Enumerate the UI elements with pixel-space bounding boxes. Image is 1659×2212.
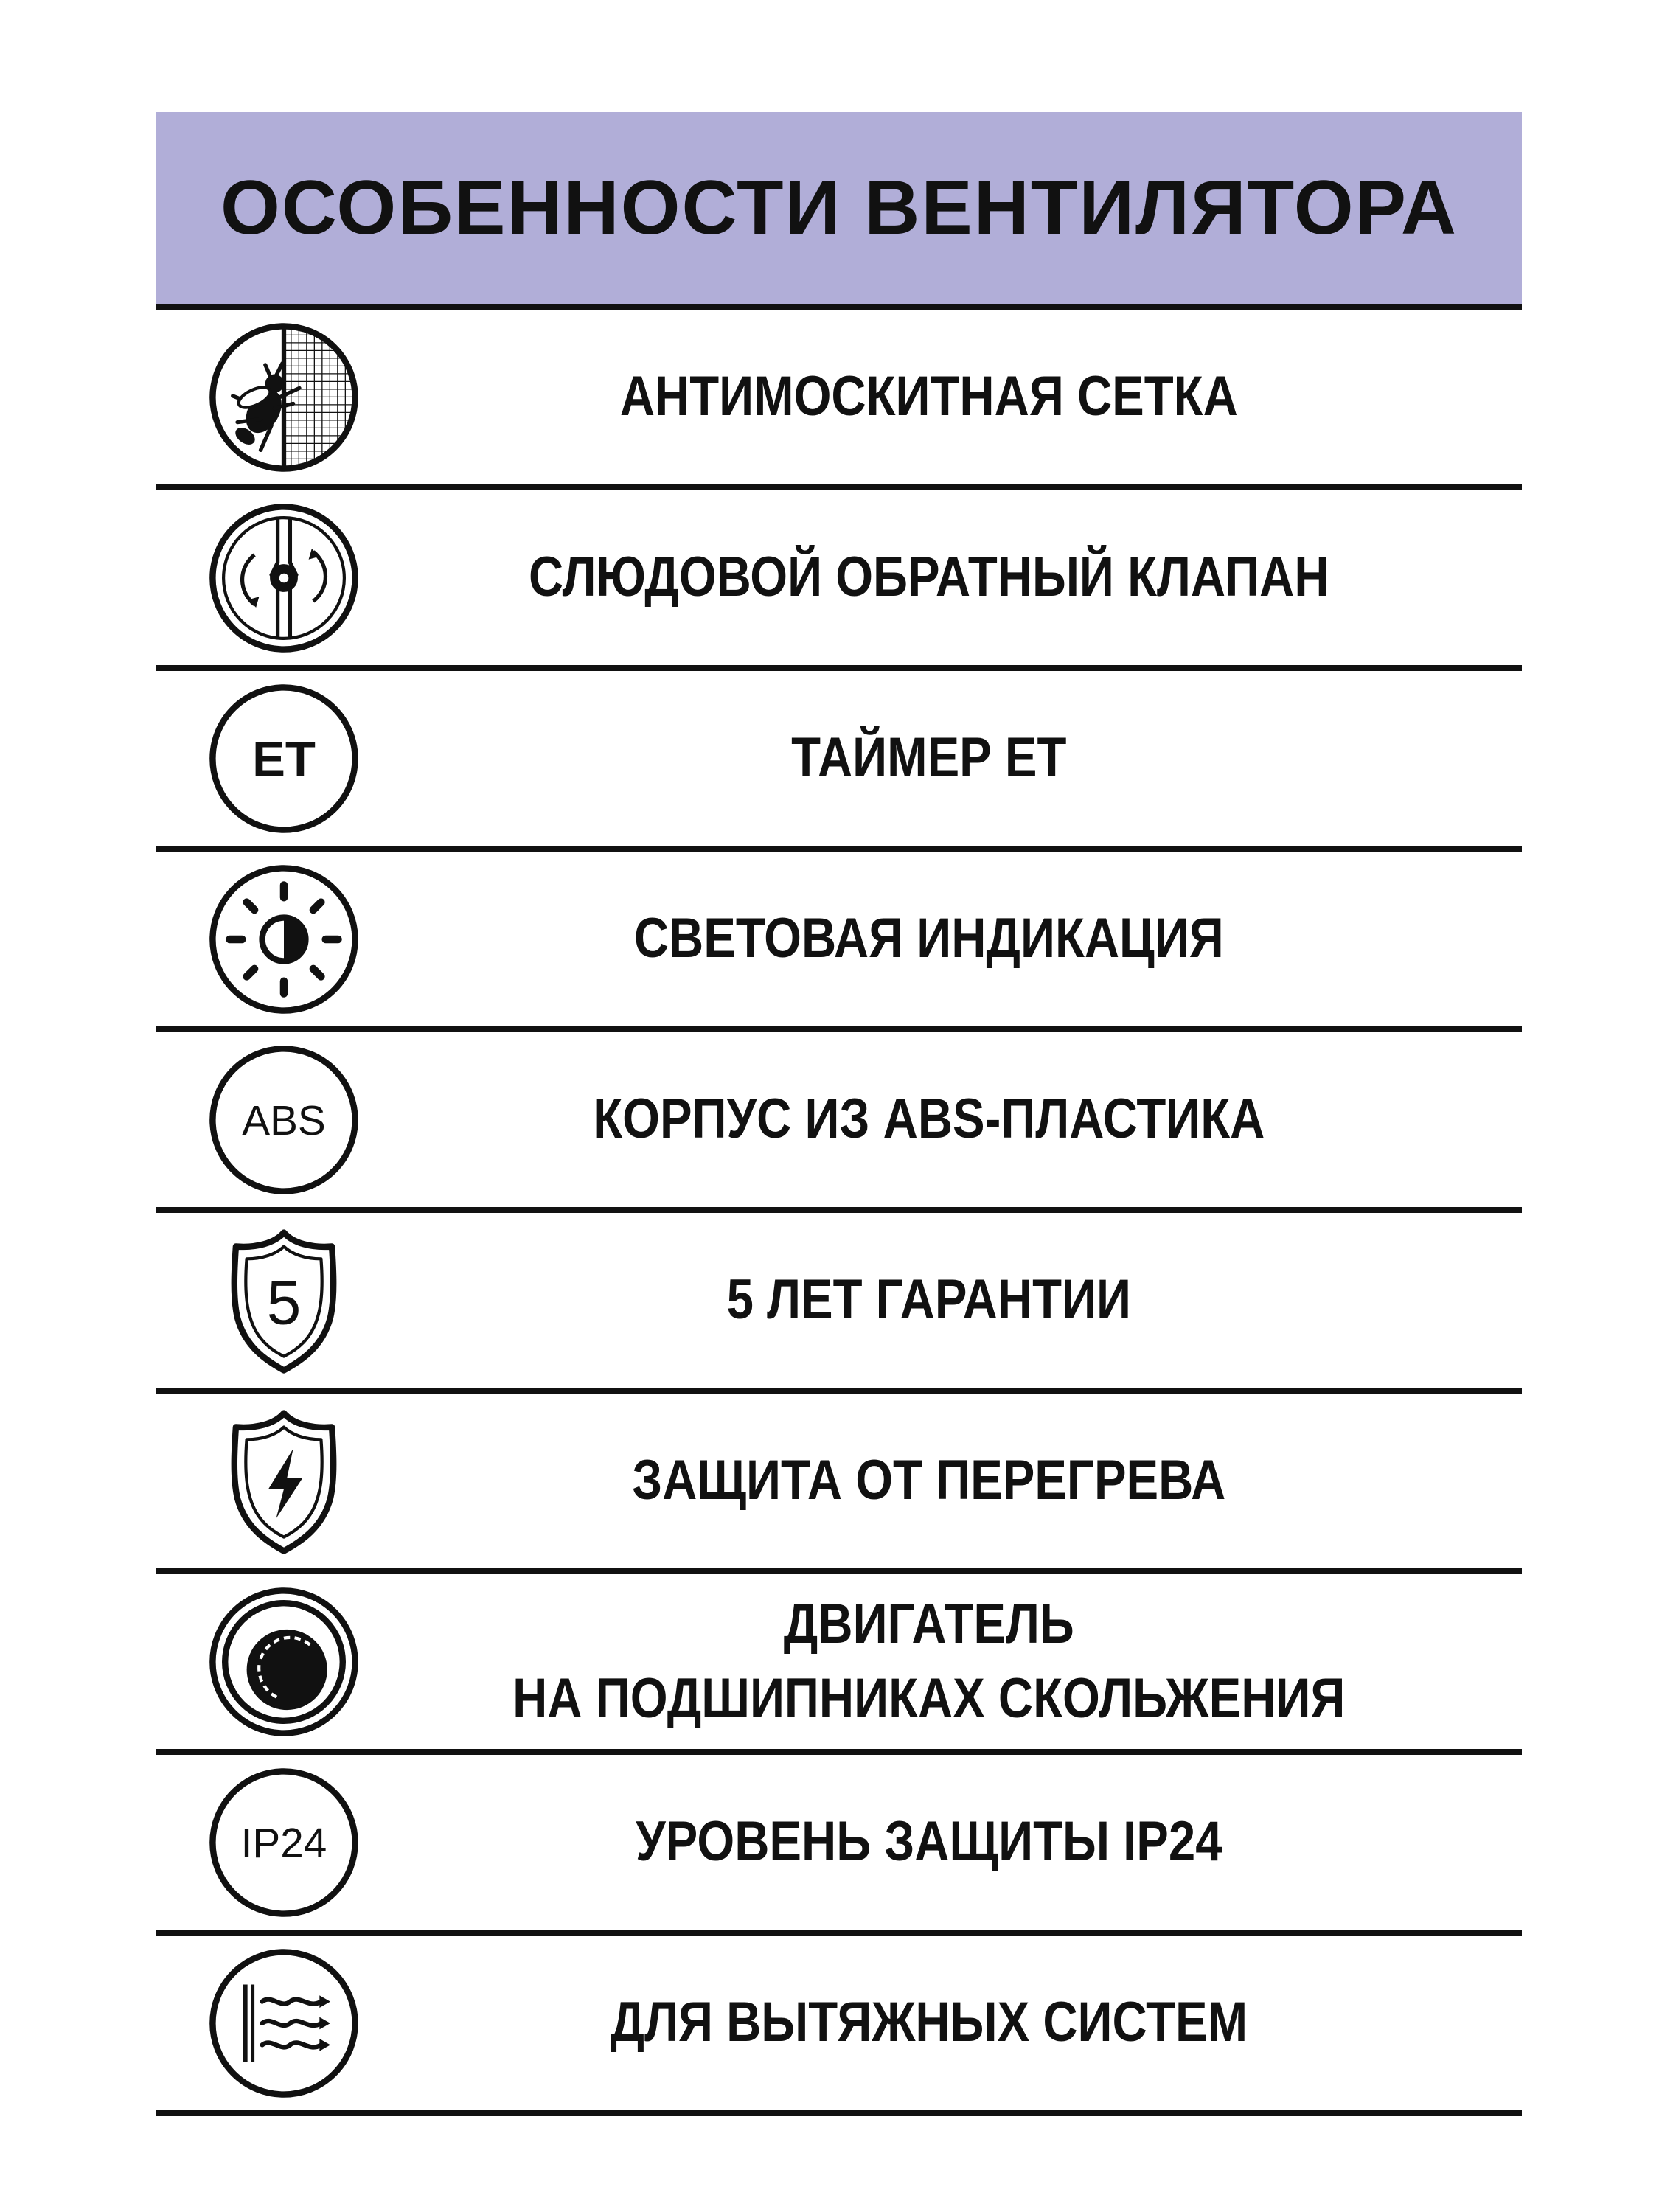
mosquito-net-icon xyxy=(206,320,361,475)
abs-text: ABS xyxy=(242,1097,326,1144)
feature-label: ДЛЯ ВЫТЯЖНЫХ СИСТЕМ xyxy=(610,1991,1248,2054)
feature-row xyxy=(156,846,1522,1026)
header-banner xyxy=(156,112,1522,304)
feature-row xyxy=(156,304,1522,484)
feature-label: ТАЙМЕР ЕТ xyxy=(791,726,1067,790)
ip24-icon xyxy=(206,1765,361,1920)
et-text: ET xyxy=(252,731,316,787)
warranty-shield-icon xyxy=(206,1223,361,1378)
page-title: ОСОБЕННОСТИ ВЕНТИЛЯТОРА xyxy=(220,164,1458,251)
feature-label: СВЕТОВАЯ ИНДИКАЦИЯ xyxy=(633,907,1224,970)
bearing-motor-icon xyxy=(206,1585,361,1739)
feature-row xyxy=(156,1388,1522,1568)
feature-row xyxy=(156,1207,1522,1388)
feature-label: ДВИГАТЕЛЬ НА ПОДШИПНИКАХ СКОЛЬЖЕНИЯ xyxy=(512,1593,1346,1730)
overheat-shield-icon xyxy=(206,1404,361,1559)
light-indicator-icon xyxy=(206,862,361,1017)
warranty-years-text: 5 xyxy=(266,1267,302,1337)
check-valve-icon xyxy=(206,501,361,655)
ip24-text: IP24 xyxy=(240,1820,327,1867)
feature-label: АНТИМОСКИТНАЯ СЕТКА xyxy=(619,365,1238,428)
feature-row xyxy=(156,484,1522,665)
feature-row xyxy=(156,1930,1522,2116)
feature-label: УРОВЕНЬ ЗАЩИТЫ IP24 xyxy=(635,1810,1222,1874)
feature-label: СЛЮДОВОЙ ОБРАТНЫЙ КЛАПАН xyxy=(529,546,1329,609)
feature-label: КОРПУС ИЗ ABS-ПЛАСТИКА xyxy=(593,1088,1265,1151)
features-sheet xyxy=(156,112,1522,2116)
feature-label: 5 ЛЕТ ГАРАНТИИ xyxy=(726,1268,1131,1332)
feature-row xyxy=(156,1749,1522,1930)
feature-row xyxy=(156,665,1522,846)
feature-row xyxy=(156,1026,1522,1207)
exhaust-airflow-icon xyxy=(206,1946,361,2101)
abs-icon xyxy=(206,1043,361,1197)
et-timer-icon xyxy=(206,681,361,836)
feature-label: ЗАЩИТА ОТ ПЕРЕГРЕВА xyxy=(632,1449,1226,1512)
feature-row xyxy=(156,1568,1522,1749)
